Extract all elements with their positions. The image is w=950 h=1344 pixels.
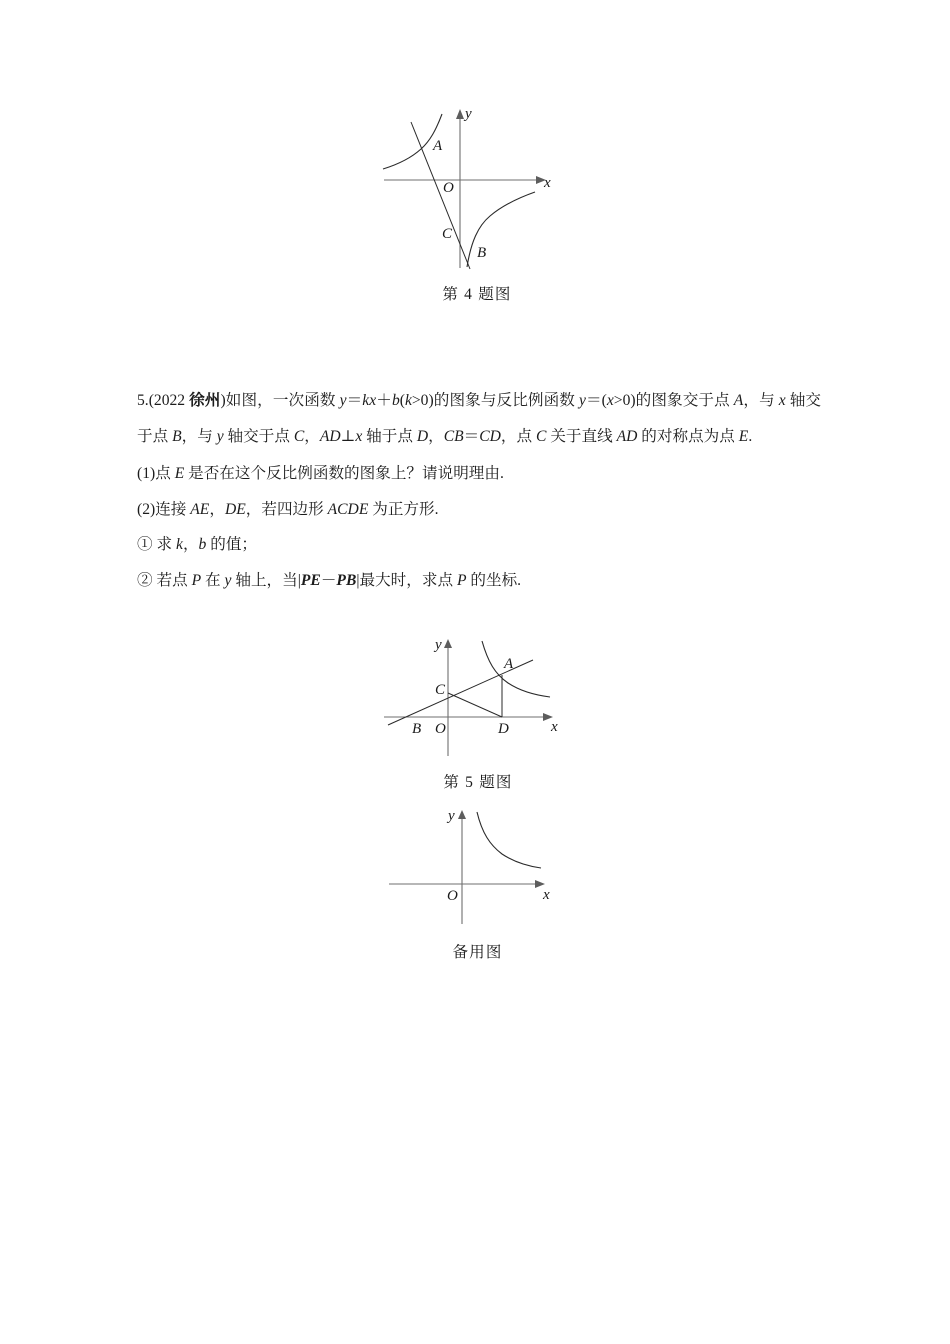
eq1-cond-k: k <box>404 392 412 409</box>
point-label-B: B <box>412 721 422 737</box>
y-axis-arrow <box>444 639 452 648</box>
problem-part-2 <box>137 492 821 528</box>
point-label-B: B <box>477 245 487 261</box>
eq1-k: k <box>362 392 370 409</box>
stem-axis-x-2: x <box>355 427 363 445</box>
problem-part-1 <box>137 456 821 492</box>
subpart-1-text-a: 求 <box>152 536 177 553</box>
subpart-1-marker: ① <box>137 536 153 553</box>
stem-seg-3: 的图象交于点 <box>635 392 734 409</box>
figure-spare-canvas <box>385 806 570 931</box>
stem-point-E: E <box>738 427 749 445</box>
origin-label-O: O <box>447 888 458 904</box>
stem-seg-5: 轴交于点 <box>137 392 821 445</box>
stem-axis-y-1: y <box>216 427 224 445</box>
point-label-D: D <box>498 721 509 737</box>
subpart-1-var-b: b <box>198 536 207 553</box>
subpart-2-text-d: － <box>320 571 337 589</box>
x-axis-label: x <box>543 887 550 903</box>
stem-point-C2: C <box>536 427 547 445</box>
stem-seg-1: 如图，一次函数 <box>225 392 340 409</box>
y-axis-label: y <box>435 637 442 653</box>
eq1-b: b <box>391 392 400 409</box>
x-axis-label: x <box>544 175 551 191</box>
figure-4-caption: 第 4 题图 <box>442 286 512 303</box>
eq1-plus: ＋ <box>376 392 392 409</box>
point-label-C: C <box>435 682 446 698</box>
eq2-cond-x: x <box>606 392 614 409</box>
part-2-marker: (2) <box>137 500 156 518</box>
stem-seg-13: 的对称点为点 <box>637 427 739 445</box>
subpart-2-marker: ② <box>137 571 153 589</box>
subpart-2-text-a: 若点 <box>152 571 192 589</box>
eq2-equals: ＝ <box>585 392 602 409</box>
origin-label-O: O <box>443 180 454 196</box>
figure-5-caption: 第 5 题图 <box>443 774 513 791</box>
subpart-2-text-c: 轴上，当| <box>231 571 301 589</box>
subpart-2-var-P: P <box>191 571 202 589</box>
part-2-text-c: ，若四边形 <box>245 500 328 518</box>
point-label-A: A <box>433 138 443 154</box>
segment-CD <box>448 693 502 717</box>
figure-problem-4 <box>372 102 582 303</box>
stem-segment-AD: AD <box>319 427 341 445</box>
problem-subpart-1 <box>137 527 821 563</box>
subpart-2-var-PB: PB <box>336 571 357 589</box>
figure-5-canvas <box>378 636 578 761</box>
stem-axis-x-1: x <box>778 392 786 409</box>
problem-5-block <box>137 383 821 598</box>
stem-seg-12: 关于直线 <box>546 427 617 445</box>
hyperbola-branch-first-quadrant <box>482 641 550 697</box>
part-1-text-b: 是否在这个反比例函数的图象上？请说明理由. <box>184 465 504 482</box>
subpart-2-text-e: |最大时，求点 <box>356 571 457 589</box>
stem-line-AD: AD <box>616 427 638 445</box>
problem-subpart-2 <box>137 563 821 599</box>
stem-point-A: A <box>733 392 744 409</box>
part-2-var-AE: AE <box>190 500 210 518</box>
eq1-x: x <box>369 392 377 409</box>
eq1-equals: ＝ <box>346 392 363 409</box>
figure-spare-caption: 备用图 <box>452 944 503 961</box>
stem-segment-CD: CD <box>479 427 501 445</box>
eq2-cond-open: ( <box>601 392 607 409</box>
eq2-y: y <box>578 392 586 409</box>
subpart-2-var-P2: P <box>456 571 467 589</box>
part-1-var-E: E <box>174 465 185 482</box>
subpart-1-text-b: ， <box>182 536 199 553</box>
stem-seg-2: 的图象与反比例函数 <box>433 392 579 409</box>
y-axis-label: y <box>465 106 472 122</box>
stem-seg-9: 轴于点 <box>362 427 417 445</box>
point-label-C: C <box>442 226 453 242</box>
part-2-text-a: 连接 <box>155 500 191 518</box>
subpart-1-var-k: k <box>176 536 183 553</box>
subpart-2-text-b: 在 <box>201 571 225 589</box>
y-axis-label: y <box>448 808 455 824</box>
eq1-cond-open: ( <box>399 392 405 409</box>
stem-segment-CB: CB <box>443 427 464 445</box>
problem-stem <box>137 383 821 454</box>
stem-seg-7: 轴交于点 <box>223 427 294 445</box>
eq1-y: y <box>339 392 347 409</box>
stem-seg-6: ，与 <box>181 427 217 445</box>
stem-point-D: D <box>416 427 429 445</box>
source-city: 徐州 <box>189 392 221 409</box>
eq2-cond-rest: >0) <box>613 392 636 409</box>
stem-seg-14: . <box>748 427 753 445</box>
hyperbola-branch-first-quadrant <box>477 812 541 868</box>
stem-seg-10: ， <box>428 427 444 445</box>
subpart-2-var-y: y <box>224 571 232 589</box>
part-2-text-b: ， <box>209 500 225 518</box>
stem-seg-4: ，与 <box>743 392 779 409</box>
source-paren-open: (2022 <box>148 392 190 409</box>
y-axis-arrow <box>456 109 464 119</box>
stem-point-C: C <box>293 427 305 445</box>
stem-perp-symbol: ⊥ <box>340 427 356 445</box>
subpart-1-text-c: 的值； <box>206 536 258 553</box>
subpart-2-text-f: 的坐标. <box>466 571 522 589</box>
figure-4-canvas <box>372 102 582 274</box>
part-2-var-DE: DE <box>224 500 246 518</box>
part-2-text-d: 为正方形. <box>368 500 439 518</box>
origin-label-O: O <box>435 721 446 737</box>
figure-spare <box>385 806 570 961</box>
part-2-var-ACDE: ACDE <box>327 500 369 518</box>
stem-seg-11: ，点 <box>500 427 537 445</box>
stem-equals: ＝ <box>463 427 480 445</box>
part-1-text-a: 点 <box>155 465 175 482</box>
source-paren-close: ) <box>220 392 226 409</box>
eq1-cond-rest: >0) <box>411 392 434 409</box>
y-axis-arrow <box>458 810 466 819</box>
stem-seg-8: ， <box>304 427 320 445</box>
figure-problem-5 <box>378 636 578 791</box>
point-label-A: A <box>504 656 514 672</box>
stem-point-B: B <box>172 427 182 445</box>
part-1-marker: (1) <box>137 465 156 482</box>
subpart-2-var-PE: PE <box>300 571 321 589</box>
problem-number: 5. <box>137 392 149 409</box>
x-axis-label: x <box>551 719 558 735</box>
